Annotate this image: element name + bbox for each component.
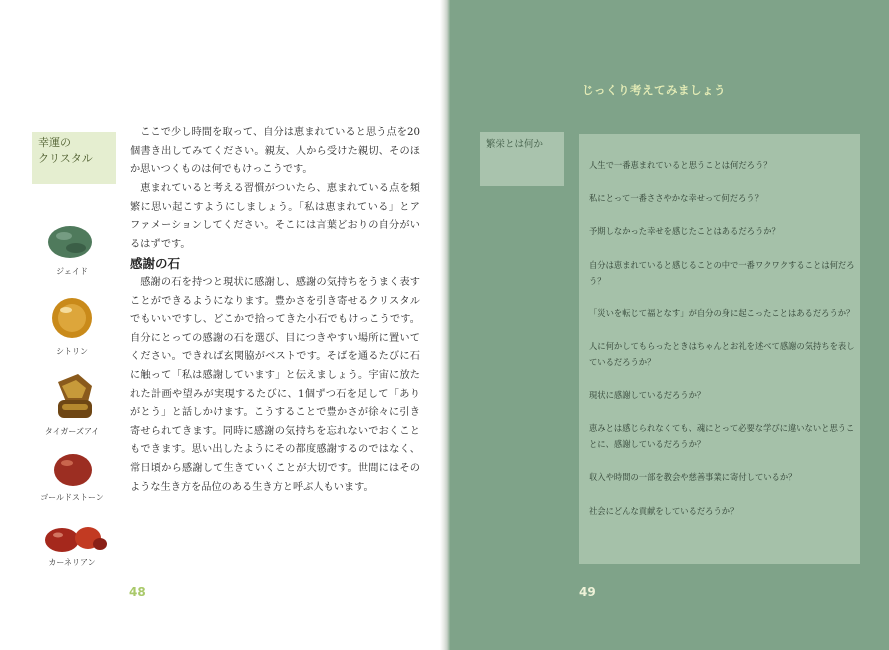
intro-paragraph-2: 恵まれていると考える習慣がついたら、恵まれている点を頻繁に思い起こすようにしましょう。「私は恵まれている」とアファメーションしてください。そこには言葉どおりの自分がいるはずです。: [130, 183, 420, 250]
question-5: 「災いを転じて福となす」が自分の身に起こったことはあるだろうか？: [589, 308, 855, 318]
question-3: 予期しなかった幸せを感じたことはあるだろうか？: [589, 226, 780, 236]
reflection-title: じっくり考えてみましょう: [582, 83, 726, 97]
question-2: 私にとって一番ささやかな幸せって何だろう？: [589, 193, 763, 203]
crystal-label-line-2: クリスタル: [38, 152, 93, 165]
question-9: 収入や時間の一部を教会や慈善事業に寄付しているか？: [589, 472, 797, 482]
stone-label-tigers-eye: タイガーズアイ: [44, 427, 100, 436]
prosperity-label-box: [480, 132, 564, 186]
intro-paragraph-1: ここで少し時間を取って、自分は恵まれていると思う点を20個書き出してみてください。親友、人から受けた親切、そのほか思いつくものは何でもけっこうです。: [130, 127, 420, 176]
prosperity-label: 繁栄とは何か: [486, 139, 544, 150]
stone-label-citrine: シトリン: [56, 347, 88, 356]
stone-label-goldstone: ゴールドストーン: [40, 493, 104, 502]
gratitude-stone-paragraph: 感謝の石を持つと現状に感謝し、感謝の気持ちをうまく表すことができるようになります。豊かさを引き寄せるクリスタルでもいいですし、どこかで拾ってきた小石でもけっこうです。自分にとっての感謝の石を選び、目につきやすい場所に置いてください。できれば玄関脇がベストです。そばを通るたびに石に触って「私は感謝しています」と伝えましょう。宇宙に放たれた計画や望みが実現するたびに、1個ずつ石を足して「ありがとう」と話しかけます。こうすることで豊かさが徐々に引き寄せられてきます。同時に感謝の気持ちを忘れないでおくこともできます。思い出したようにその都度感謝するのではなく、常日頃から感謝して生きていくことが大切です。世間にはそのような生き方を品位のある生き方と呼ぶ人もいます。: [130, 277, 420, 493]
question-8: 恵みとは感じられなくても、魂にとって必要な学びに違いないと思うことに、感謝しているだろうか？: [589, 423, 855, 449]
question-6: 人に何かしてもらったときはちゃんとお礼を述べて感謝の気持ちを表しているだろうか？: [589, 341, 855, 367]
carnelian-stone-image: [42, 522, 108, 556]
question-4: 自分は恵まれていると感じることの中で一番ワクワクすることは何だろう？: [589, 260, 855, 286]
question-1: 人生で一番恵まれていると思うことは何だろう？: [589, 160, 772, 170]
stone-label-jade: ジェイド: [56, 267, 88, 276]
crystal-label-line-1: 幸運の: [38, 136, 71, 149]
citrine-stone-image: [50, 296, 94, 340]
page-number-right: 49: [579, 585, 596, 599]
section-heading: 感謝の石: [130, 256, 181, 271]
stone-label-carnelian: カーネリアン: [48, 558, 96, 567]
question-10: 社会にどんな貢献をしているだろうか？: [589, 506, 739, 516]
book-gutter: [440, 0, 450, 650]
page-number-left: 48: [129, 585, 146, 599]
goldstone-image: [52, 452, 94, 488]
crystal-label-box: [32, 132, 116, 184]
right-page: [446, 0, 889, 650]
tigers-eye-stone-image: [52, 372, 98, 422]
jade-stone-image: [46, 222, 96, 262]
question-7: 現状に感謝しているだろうか？: [589, 390, 706, 400]
